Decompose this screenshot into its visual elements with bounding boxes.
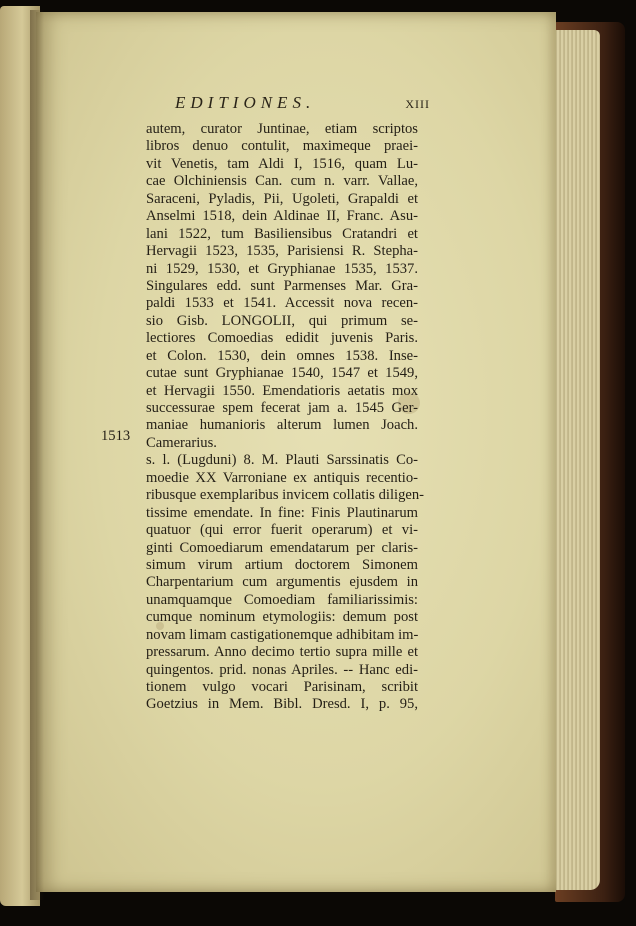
- text-line: tissime emendate. In fine: Finis Plautinarum: [146, 504, 418, 521]
- text-line: successurae spem fecerat jam a. 1545 Ger-: [146, 400, 418, 416]
- text-line: maniae humanioris alterum lumen Joach.: [146, 417, 418, 434]
- body-text: [146, 121, 425, 714]
- text-line: et Colon. 1530, dein omnes 1538. Inse-: [146, 347, 418, 364]
- text-line: autem, curator Juntinae, etiam scriptos: [146, 121, 418, 137]
- margin-year: 1513: [101, 428, 131, 444]
- text-line: simum virum artium doctorem Simonem: [146, 556, 418, 573]
- text-line: Saraceni, Pyladis, Pii, Ugoleti, Grapaldi et: [146, 190, 418, 207]
- gutter-shadow: [30, 10, 44, 900]
- text-line: quingentos. prid. nonas Apriles. -- Hanc edi-: [146, 661, 418, 678]
- text-line: Hervagii 1523, 1535, Parisiensi R. Stepha-: [146, 243, 418, 260]
- text-line: sio Gisb. LONGOLII, qui primum se-: [146, 312, 418, 329]
- text-line: paldi 1533 et 1541. Accessit nova recen-: [146, 295, 418, 312]
- text-line: Charpentarium cum argumentis ejusdem in: [146, 574, 418, 591]
- text-line: ginti Comoediarum emendatarum per claris-: [146, 539, 418, 556]
- text-line: et Hervagii 1550. Emendatioris aetatis mox: [146, 382, 418, 399]
- text-line: ribusque exemplaribus invicem collatis diligen-: [146, 487, 425, 504]
- text-line: Goetzius in Mem. Bibl. Dresd. I, p. 95,: [146, 696, 418, 713]
- text-line: pressarum. Anno decimo tertio supra mille et: [146, 644, 418, 661]
- running-title: EDITIONES.: [175, 93, 316, 112]
- text-line: Camerarius.: [146, 434, 217, 451]
- page-number: xiii: [405, 93, 430, 112]
- text-line: novam limam castigationemque adhibitam im-: [146, 626, 419, 643]
- text-line: tionem vulgo vocari Parisinam, scribit: [146, 679, 418, 695]
- text-line: cumque nominum etymologiis: demum post: [146, 609, 418, 626]
- text-line: vit Venetis, tam Aldi I, 1516, quam Lu-: [146, 155, 418, 172]
- page-header: [175, 92, 430, 114]
- text-line: lani 1522, tum Basiliensibus Cratandri et: [146, 225, 418, 242]
- text-line: Anselmi 1518, dein Aldinae II, Franc. Asu-: [146, 208, 418, 225]
- text-line: Singulares edd. sunt Parmenses Mar. Gra-: [146, 277, 418, 294]
- text-line: moedie XX Varroniane ex antiquis recentio-: [146, 469, 418, 486]
- text-line: libros denuo contulit, maximeque praei-: [146, 138, 418, 155]
- text-line: cutae sunt Gryphianae 1540, 1547 et 1549,: [146, 365, 418, 382]
- text-line: quatuor (qui error fuerit operarum) et vi-: [146, 522, 418, 539]
- text-line: ni 1529, 1530, et Gryphianae 1535, 1537.: [146, 260, 418, 277]
- text-line: lectiores Comoedias edidit juvenis Paris.: [146, 330, 418, 347]
- text-line: cae Olchiniensis Can. cum n. varr. Vallae,: [146, 173, 418, 190]
- text-line: unamquamque Comoediam familiarissimis:: [146, 591, 418, 608]
- text-line: s. l. (Lugduni) 8. M. Plauti Sarssinatis Co-: [146, 452, 418, 469]
